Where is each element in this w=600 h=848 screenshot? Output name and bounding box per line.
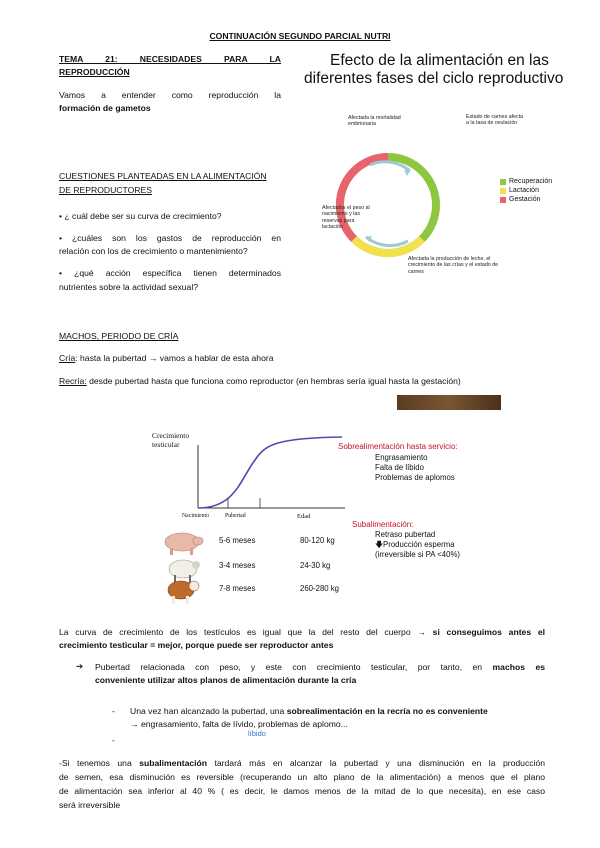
question-3-line1: • ¿qué acción específica tienen determinados <box>59 268 281 278</box>
bullet-1-line2: conveniente utilizar altos planos de alimentación durante la cría <box>95 675 357 685</box>
cycle-legend <box>500 177 552 204</box>
p2-text-a: -Si tenemos una <box>59 758 132 768</box>
legend-lactacion <box>500 186 552 195</box>
legend-swatch-recuperacion <box>500 179 506 185</box>
growth-ylabel <box>152 431 189 449</box>
sobre-list <box>375 453 455 483</box>
legend-gestacion <box>500 195 552 204</box>
sobre-title: Sobrealimentación hasta servicio: <box>338 442 458 451</box>
sub-item-2-row: 🡇Producción esperma <box>375 540 455 549</box>
paragraph-2-line3: de alimentación sea inferior al 40 % ( es decir, le damos menos de la mitad de lo que necesita), en ese caso <box>59 786 545 796</box>
sub-item-2: Producción esperma <box>383 540 455 549</box>
cria-line <box>59 352 274 365</box>
cycle-label-left-2: nacimiento y las <box>322 211 360 218</box>
sobre-item-3: Problemas de aplomos <box>375 473 455 482</box>
cycle-label-bottom-2: crecimiento de las crías y el estado de <box>408 262 499 269</box>
p1-text-b: si conseguimos antes el <box>425 627 546 637</box>
paragraph-2-line2: de semen, esa disminución es reversible (recuperando un alto plano de la alimentación) a menos que el plano <box>59 772 545 782</box>
p1-text-a: La curva de crecimiento de los testículos es igual que la del resto del cuerpo → <box>59 627 426 637</box>
tema-heading-line2: REPRODUCCIÓN <box>59 67 130 77</box>
paragraph-2-line4: será irreversible <box>59 800 121 810</box>
dash-2: - <box>112 735 115 745</box>
bullet-arrow-icon: ➔ <box>76 661 84 671</box>
cycle-label-left-3: reservas para <box>322 217 355 224</box>
sobre-item-2: Falta de líbido <box>375 463 424 472</box>
cycle-label-left <box>322 205 382 230</box>
dash-1: - <box>112 706 115 716</box>
bullet-1-line1 <box>95 661 545 674</box>
cycle-arrowhead-top <box>404 170 410 176</box>
cycle-title-line2: diferentes fases del ciclo reproductivo <box>304 70 564 87</box>
question-2-line1: • ¿cuáles son los gastos de reproducción en <box>59 233 281 243</box>
calf-weight: 260-280 kg <box>300 584 340 593</box>
cria-text: : hasta la pubertad → vamos a hablar de esta ahora <box>75 353 274 363</box>
calf-icon <box>163 576 203 606</box>
cycle-label-left-4: lactación <box>322 223 343 230</box>
recria-line <box>59 375 461 388</box>
cycle-title-line1: Efecto de la alimentación en las <box>330 52 549 69</box>
cria-label: Cría <box>59 353 76 363</box>
legend-swatch-lactacion <box>500 188 506 194</box>
b1-text-a: Pubertad relacionada con peso, y este con crecimiento testicular, por tanto, en <box>95 662 483 672</box>
pig-age: 5-6 meses <box>219 536 256 545</box>
sheep-weight: 24-30 kg <box>300 561 331 570</box>
sobre-item-1: Engrasamiento <box>375 453 428 462</box>
pig-weight: 80-120 kg <box>300 536 335 545</box>
cycle-label-top-left-1: Afectada la mortalidad <box>348 115 401 121</box>
paragraph-2-line1 <box>59 757 545 770</box>
cycle-label-left-1: Afectados el peso al <box>322 205 370 211</box>
question-1: • ¿ cuál debe ser su curva de crecimiento? <box>59 211 222 221</box>
sub-title: Subalimentación: <box>352 520 414 529</box>
question-3-line2: nutrientes sobre la actividad sexual? <box>59 282 199 292</box>
growth-curve <box>198 437 342 508</box>
recria-text: desde pubertad hasta que funciona como reproductor (en hembras sería igual hasta la gestación) <box>86 376 461 386</box>
legend-label-lactacion: Lactación <box>509 187 539 194</box>
b1-text-b: machos es <box>482 662 545 672</box>
cycle-figure <box>300 52 600 88</box>
paragraph-1-line1 <box>59 626 545 639</box>
xlabel-nacimiento: Nacimiento <box>182 513 210 519</box>
dash-item-1-sub: → engrasamiento, falta de lívido, problemas de aplomo... <box>130 719 348 729</box>
sub-item-3: (irreversible si PA <40%) <box>375 550 461 559</box>
cycle-label-bottom <box>408 256 528 275</box>
d1-text-a: Una vez han alcanzado la pubertad, una <box>130 706 285 716</box>
sub-list <box>375 530 460 560</box>
cycle-diagram <box>300 105 600 280</box>
cuestiones-heading-line2: DE REPRODUCTORES <box>59 185 152 195</box>
cycle-label-top-right-2: a la tasa de ovulación <box>466 120 518 127</box>
legend-recuperacion <box>500 177 552 186</box>
recria-label: Recría: <box>59 376 87 386</box>
machos-heading: MACHOS, PERIODO DE CRÍA <box>59 331 179 341</box>
annotation-libido: líbido <box>248 729 266 738</box>
xlabel-edad: Edad <box>297 513 311 520</box>
calf-age: 7-8 meses <box>219 584 256 593</box>
photo-strip <box>397 395 501 410</box>
growth-ylabel-1: Crecimiento <box>152 431 190 440</box>
sheep-age: 3-4 meses <box>219 561 256 570</box>
p2-text-c: tardará más en alcanzar la pubertad y una disminución en la producción <box>207 758 546 768</box>
question-2-line2: relación con los de crecimiento o mantenimiento? <box>59 246 248 256</box>
cycle-label-top-right-1: Estado de carnes afecta <box>466 114 524 120</box>
dash-item-1 <box>130 705 488 718</box>
paragraph-1-line2: crecimiento testicular = mejor, porque puede ser reproductor antes <box>59 640 334 650</box>
pig-icon <box>160 527 205 557</box>
cycle-label-bottom-3: carnes <box>408 268 424 275</box>
sub-item-1: Retraso pubertad <box>375 530 436 539</box>
cuestiones-heading-line1: CUESTIONES PLANTEADAS EN LA ALIMENTACIÓN <box>59 171 267 181</box>
p2-text-b: subalimentación <box>131 758 208 768</box>
cycle-label-top-right <box>466 114 546 127</box>
d1-text-b: sobrealimentación en la recría no es conveniente <box>284 706 488 716</box>
legend-label-gestacion: Gestación <box>509 196 541 203</box>
tema-intro-line1: Vamos a entender como reproducción la <box>59 90 281 100</box>
cycle-arrow-bottom <box>366 237 408 246</box>
legend-label-recuperacion: Recuperación <box>509 178 553 185</box>
cycle-label-top-left <box>348 115 428 128</box>
legend-swatch-gestacion <box>500 197 506 203</box>
page-title: CONTINUACIÓN SEGUNDO PARCIAL NUTRI <box>209 31 391 41</box>
cycle-label-bottom-1: Afectada la producción de leche, el <box>408 256 491 262</box>
tema-heading-line1: TEMA 21: NECESIDADES PARA LA <box>59 54 281 64</box>
growth-ylabel-2: testicular <box>152 440 180 449</box>
cycle-label-top-left-2: embrionaria <box>348 121 376 128</box>
tema-intro-line2: formación de gametos <box>59 103 151 113</box>
xlabel-pubertad: Pubertad <box>225 513 246 519</box>
